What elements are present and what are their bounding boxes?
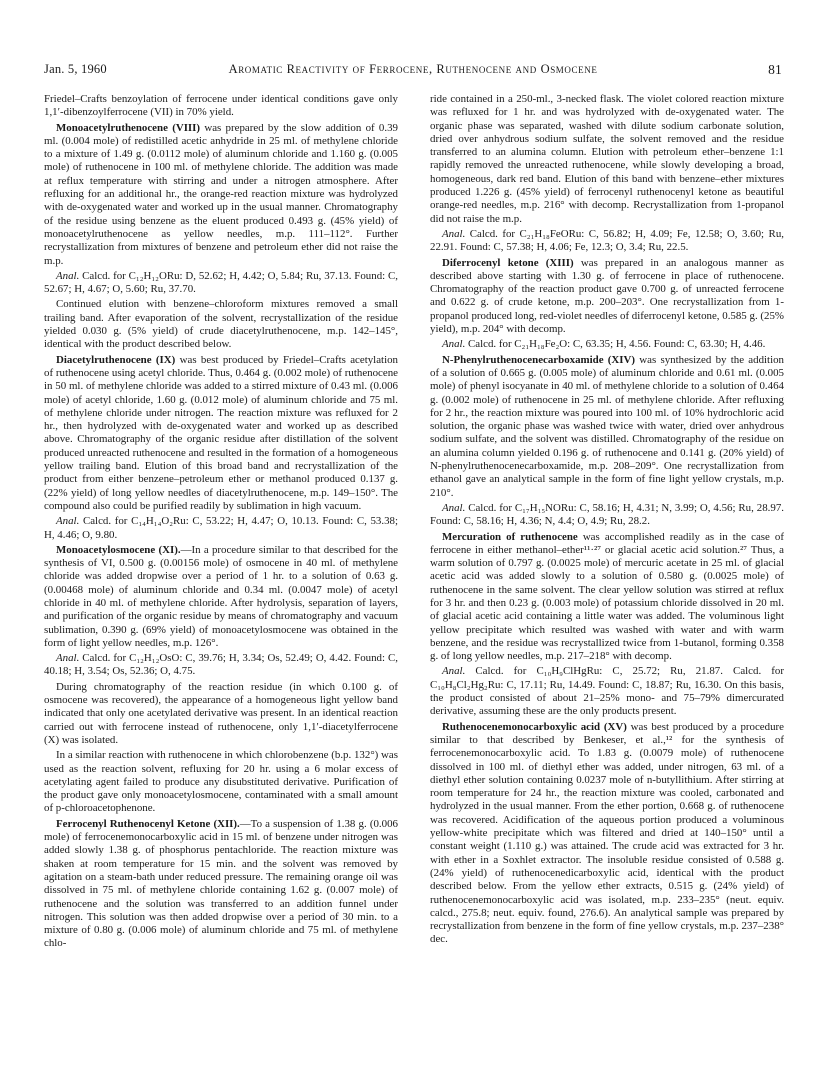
paragraph xyxy=(44,354,398,514)
analysis-label: Anal. xyxy=(442,338,466,351)
paragraph-text: In a similar reaction with ruthenocene in which chlorobenzene (b.p. 132°) was used as the reaction solvent, refluxing for 20 hr. using a 6 molar excess of acetylating agent failed to produce any disubstituted derivative. Purification of the product gave only monoacetylosmocene, contaminated with a small amount of p-chloroacetophenone. xyxy=(44,749,398,815)
compound-heading: Monoacetylruthenocene (VIII) xyxy=(56,121,201,134)
header-date: Jan. 5, 1960 xyxy=(44,62,107,76)
analysis-label: Anal. xyxy=(442,665,466,678)
paragraph xyxy=(430,354,784,500)
paragraph xyxy=(44,749,398,815)
paragraph xyxy=(44,681,398,747)
paragraph-continuation xyxy=(430,93,784,226)
compound-heading: Diacetylruthenocene (IX) xyxy=(56,353,176,366)
header-title: Aromatic Reactivity of Ferrocene, Ruthenocene and Osmocene xyxy=(228,62,598,76)
analysis-paragraph xyxy=(44,270,398,297)
paragraph-text: was synthesized by the addition of a solution of 0.665 g. (0.005 mole) of aluminum chloride and 0.61 ml. (0.005 mole) of phenyl isocyanate in 40 ml. of methylene chloride to a solution of 0.464 g. (0.002 mole) of ruthenocene in 25 ml. of methylene chloride. After refluxing for 2 hr., the reaction mixture was poured into 100 ml. of 10% hydrochloric acid solution, the organic phase was washed twice with water, dried over anhydrous sodium sulfate, and the solvent was distilled. Chromatography of the residue on an alumina column yielded 0.196 g. of ruthenocene and 0.141 g. (20% yield) of N-phenylruthenocenecarboxamide, m.p. 208–209°. One recrystallization from ethanol gave an analytical sample in the form of fine light yellow crystals, m.p. 210°. xyxy=(430,353,784,499)
compound-heading: Ruthenocenemonocarboxylic acid (XV) xyxy=(442,720,627,733)
compound-heading: Mercuration of ruthenocene xyxy=(442,530,578,543)
analysis-label: Anal. xyxy=(56,652,80,665)
page-number: 81 xyxy=(768,62,782,77)
analysis-paragraph xyxy=(430,338,784,351)
paragraph-text: was prepared in an analogous manner as described above starting with 1.30 g. of ferrocene in place of ruthenocene. Chromatography of the reaction product gave 0.700 g. of unreacted ferrocene and 0.622 g. of crude ketone, m.p. 200–203°. One recrystallization from 1-propanol produced long, red-violet needles of diferrocenyl ketone, 0.585 g. (25% yield), m.p. 204° with decomp. xyxy=(430,256,784,336)
paragraph-text: was best produced by Friedel–Crafts acetylation of ruthenocene using acetyl chloride. Thus, 0.464 g. (0.002 mole) of ruthenocene in 50 ml. of methylene chloride was added to a stirred mixture of 0.43 ml. (0.006 mole) of acetyl chloride, 1.60 g. (0.012 mole) of aluminum chloride and 75 ml. of methylene chloride under nitrogen. The reaction mixture was refluxed for 2 hr., then hydrolyzed with de-oxygenated water and worked up as described above. Chromatography of the organic residue after distillation of the solvent produced unreacted ruthenocene and resulted in the formation of a homogeneous yellow trailing band. Elution of this broad band and recrystallization of the product from either benzene–petroleum ether or methanol produced 0.137 g. (22% yield) of long yellow needles of diacetylruthenocene, m.p. 149–150°. The compound also could be purified readily by sublimation in high vacuum. xyxy=(44,353,398,512)
analysis-label: Anal. xyxy=(442,501,466,514)
paragraph-text: Continued elution with benzene–chloroform mixtures removed a small trailing band. After evaporation of the solvent, recrystallization of the residue yielded 0.030 g. (5% yield) of crude diacetylruthenocene, m.p. 142–145°, identical with the product described below. xyxy=(44,298,398,351)
paragraph-text: Calcd. for C₁₄H₁₄O₂Ru: C, 53.22; H, 4.47; O, 10.13. Found: C, 53.38; H, 4.46; O, 9.80. xyxy=(44,515,398,541)
paragraph xyxy=(430,531,784,664)
paragraph xyxy=(44,298,398,351)
paragraph-text: ride contained in a 250-ml., 3-necked flask. The violet colored reaction mixture was refluxed for 1 hr. and was hydrolyzed with de-oxygenated water. The organic phase was separated, washed with dilute sodium carbonate solution, dried over anhydrous sodium sulfate, the solvent removed and the residue transferred to an alumina column. Elution with petroleum ether–benzene 1:1 rapidly removed the unreacted ruthenocene, while slowly developing a broad, homogeneous, dark red band. Elution of this band with benzene–ether mixtures produced 1.226 g. (45% yield) of ferrocenyl ruthenocenyl ketone as beautiful orange-red needles, m.p. 216° with decomp. Recrystallization from 1-propanol did not raise the m.p. xyxy=(430,93,784,225)
paragraph-text: During chromatography of the reaction residue (in which 0.100 g. of osmocene was recovered), the appearance of a homogeneous light yellow band indicated that only one acetylated derivative was present. In an identical reaction carried out with ferrocene instead of ruthenocene, only 1,1′-diacetylferrocene (X) was isolated. xyxy=(44,680,398,746)
paragraph-text: Calcd. for C₁₂H₁₂OsO: C, 39.76; H, 3.34; Os, 52.49; O, 4.42. Found: C, 40.18; H, 3.54; Os, 52.36; O, 4.75. xyxy=(44,652,398,678)
analysis-paragraph xyxy=(430,665,784,718)
analysis-label: Anal. xyxy=(442,227,466,240)
analysis-paragraph xyxy=(44,515,398,542)
compound-heading: Monoacetylosmocene (XI). xyxy=(56,543,181,556)
analysis-paragraph xyxy=(430,502,784,529)
paragraph-text: —In a procedure similar to that described for the synthesis of VI, 0.500 g. (0.00156 mole) of osmocene in 40 ml. of methylene chloride was added dropwise over a period of 1 hr. to a solution of 0.63 g. (0.00468 mole) of aluminum chloride and 0.34 ml. (0.0047 mole) of acetyl chloride in 40 ml. of methylene chloride. After hydrolysis, separation of layers, and purification of the organic residue by means of chromatography and vacuum sublimation, 0.390 g. (69% yield) of monoacetylosmocene was obtained in the form of light yellow needles, m.p. 126°. xyxy=(44,543,398,649)
analysis-label: Anal. xyxy=(56,515,80,528)
analysis-paragraph xyxy=(430,228,784,255)
paragraph-text: Calcd. for C₁₇H₁₅NORu: C, 58.16; H, 4.31; N, 3.99; O, 4.56; Ru, 28.97. Found: C, 58.16; H, 4.36; N, 4.4; O, 4.9; Ru, 28.2. xyxy=(430,501,784,528)
paragraph-text: Calcd. for C₁₂H₁₂ORu: D, 52.62; H, 4.42; O, 5.84; Ru, 37.13. Found: C, 52.67; H, 4.67; O, 5.60; Ru, 37.70. xyxy=(44,269,398,296)
compound-heading: Diferrocenyl ketone (XIII) xyxy=(442,256,574,269)
paragraph-text: Calcd. for C₂₁H₁₈FeORu: C, 56.82; H, 4.09; Fe, 12.58; O, 3.60; Ru, 22.91. Found: C, 57.38; H, 4.06; Fe, 12.3; O, 3.4; Ru, 22.5. xyxy=(430,227,784,254)
paragraph-text: was best produced by a procedure similar to that described by Benkeser, et al.,¹² for the synthesis of ferrocenemonocarboxylic acid. To 1.83 g. (0.0079 mole) of ruthenocene dissolved in 100 ml. of diethyl ether was added, under nitrogen, 63 ml. of a diethyl ether solution containing 0.0237 mole of n-butyllithium. After stirring at room temperature for 24 hr., the reaction mixture was cooled, carbonated and hydrolyzed in the usual manner. From the ether portion, 0.668 g. of ruthenocene was recovered. Acidification of the aqueous portion produced a voluminous yellow-white precipitate which was filtered and dried at 140–150° until a constant weight (1.110 g.) was attained. The crude acid was extracted for 3 hr. with ether in a Soxhlet extractor. The insoluble residue consisted of 0.588 g. (24% yield) of ruthenocenedicarboxylic acid, identical with the product described below. From the yellow ether extracts, 0.515 g. (24% yield) of ruthenocenemonocarboxylic acid was isolated, m.p. 233–235° (neut. equiv. calcd., 275.8; neut. equiv. found, 276.6). An analytical sample was prepared by recrystallization from benzene in the form of fine yellow crystals, m.p. 237–238° dec. xyxy=(430,720,784,946)
paragraph-text: was prepared by the slow addition of 0.39 ml. (0.004 mole) of redistilled acetic anhydride in 25 ml. of methylene chloride to a mixture of 1.49 g. (0.0112 mole) of aluminum chloride and 1.160 g. (0.005 mole) of ruthenocene in 100 ml. of methylene chloride. The addition was made at reflux temperature with stirring and under a nitrogen atmosphere. After refluxing for an additional hr., the orange-red reaction mixture was hydrolyzed with de-oxygenated water and worked up in the usual manner. Chromatography of the residue using benzene as the eluent produced 0.493 g. (45% yield) of monoacetylruthenocene as yellow needles, m.p. 111–112°. Further recrystallization from mixtures of benzene and petroleum ether did not raise the m.p. xyxy=(44,121,398,267)
paragraph-text: —To a suspension of 1.38 g. (0.006 mole) of ferrocenemonocarboxylic acid in 15 ml. of benzene under nitrogen was added slowly 1.38 g. of phosphorus pentachloride. The reaction mixture was shaken at room temperature for 15 min. and the solvent was removed by agitation on a steam-bath under reduced pressure. The remaining orange oil was dissolved in 75 ml. of methylene chloride containing 1.62 g. (0.007 mole) of ruthenocene and the solution was transferred to an addition funnel under nitrogen. This solution was then added dropwise over a period of 30 min. to a mixture of 0.80 g. (0.006 mole) of aluminum chloride and 75 ml. of methylene chlo- xyxy=(44,817,398,950)
paragraph-text: was accomplished readily as in the case of ferrocene in either methanol–ether¹¹·²⁷ or glacial acetic acid solution.²⁷ Thus, a warm solution of 0.797 g. (0.0025 mole) of mercuric acetate in 25 ml. of glacial acetic acid was added slowly to a solution of 0.580 g. (0.0025 mole) of ruthenocene in the same solvent. The clear yellow solution was stirred at reflux for 3 hr. and then 0.23 g. (0.003 mole) of potassium chloride dissolved in 20 ml. of glacial acetic acid containing a little water was added. The voluminous light yellow precipitate which resulted was washed with water and with warm benzene, and the residue was recrystallized twice from 1-butanol, forming 0.358 g. of long yellow needles, m.p. 217–218° with decomp. xyxy=(430,530,784,663)
paragraph xyxy=(430,721,784,947)
analysis-label: Anal. xyxy=(56,269,80,282)
analysis-paragraph xyxy=(44,652,398,679)
paragraph-text: Calcd. for C₁₀H₉ClHgRu: C, 25.72; Ru, 21.87. Calcd. for C₁₀H₈Cl₂Hg₂Ru: C, 17.11; Ru, 14.49. Found: C, 18.87; Ru, 16.30. On this basis, the product consisted of about 21–25% mono- and 75–79% dimercurated derivative, assuming these are the only products present. xyxy=(430,665,784,718)
paragraph xyxy=(44,818,398,951)
paragraph xyxy=(44,544,398,650)
paragraph-text: Calcd. for C₂₁H₁₈Fe₂O: C, 63.35; H, 4.56. Found: C, 63.30; H, 4.46. xyxy=(465,338,766,351)
paragraph xyxy=(430,257,784,337)
running-head xyxy=(44,62,782,80)
paragraph-continuation xyxy=(44,93,398,120)
compound-heading: N-Phenylruthenocenecarboxamide (XIV) xyxy=(442,353,636,366)
compound-heading: Ferrocenyl Ruthenocenyl Ketone (XII). xyxy=(56,817,240,830)
right-column xyxy=(430,93,784,949)
paragraph-text: Friedel–Crafts benzoylation of ferrocene under identical conditions gave only 1,1′-dibenzoylferrocene (VII) in 70% yield. xyxy=(44,93,398,119)
paragraph xyxy=(44,122,398,268)
left-column xyxy=(44,93,398,953)
